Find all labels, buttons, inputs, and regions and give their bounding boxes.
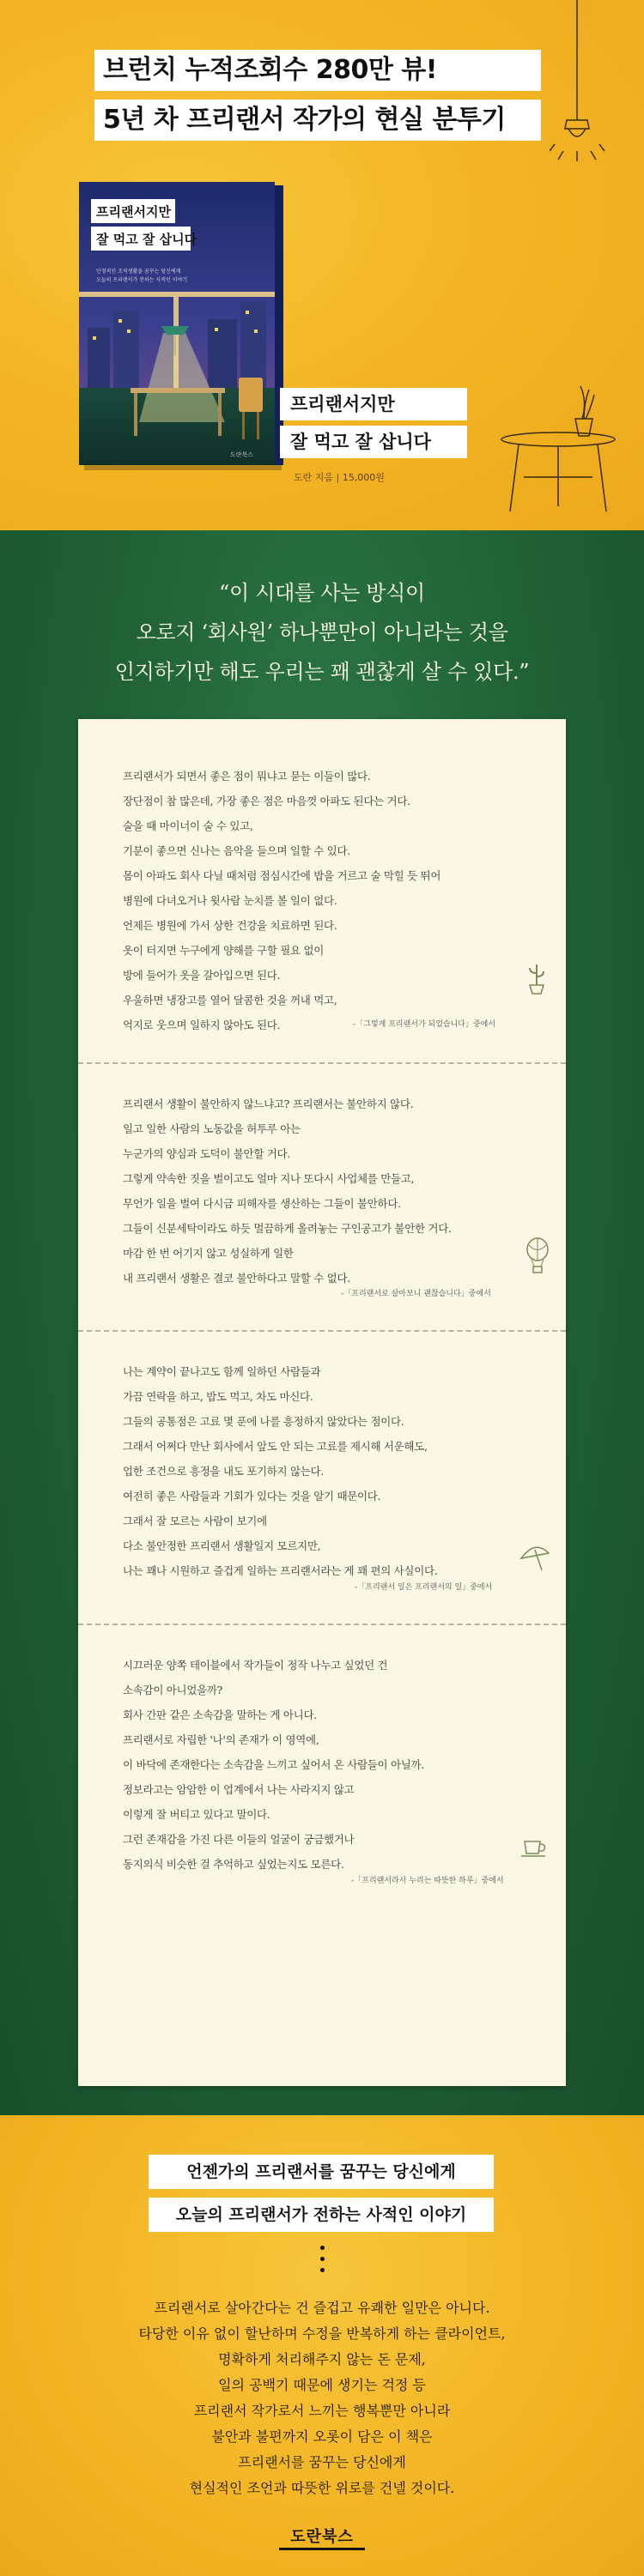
excerpt-3-source: -「프리랜서 일은 프리랜서의 일」중에서 (355, 1583, 493, 1592)
umbrella-icon (518, 1543, 552, 1572)
closing-line: 타당한 이유 없이 할난하며 수정을 반복하게 하는 클라이언트, (138, 2325, 506, 2342)
excerpt-line: 그들이 신분세탁이라도 하듯 멀끔하게 올려놓는 구인공고가 불안한 거다. (123, 1222, 452, 1235)
excerpt-line: 그래서 어쩌다 만난 회사에서 앞도 안 되는 고료를 제시해 서운해도, (123, 1440, 428, 1453)
book-cover-publisher: 도란북스 (230, 451, 254, 458)
headline-2: 5년 차 프리랜서 작가의 현실 분투기 (94, 100, 541, 141)
book-cover-title-2: 잘 먹고 잘 삽니다 (96, 232, 197, 247)
excerpt-line: 정보라고는 암암한 이 업계에서 나는 사라지지 않고 (123, 1783, 355, 1796)
excerpt-line: 일고 일한 사람의 노동값을 허투루 아는 (123, 1122, 301, 1135)
excerpt-line: 누군가의 양심과 도덕이 불안할 거다. (123, 1147, 290, 1160)
excerpt-1 (123, 764, 526, 1037)
excerpt-line: 술을 때 마이너이 술 수 있고, (123, 819, 253, 832)
author-price: 도란 지음 | 15,000원 (294, 472, 385, 483)
excerpt-line: 동지의식 비슷한 걸 추억하고 싶었는지도 모른다. (123, 1858, 344, 1871)
cactus-icon (525, 961, 549, 995)
excerpt-line: 무언가 일을 벌여 다시금 피해자를 생산하는 그들이 불안하다. (123, 1197, 401, 1210)
closing-line: 명확하게 처리해주지 않는 돈 문제, (218, 2351, 426, 2367)
book-cover-title-1: 프리랜서지만 (96, 204, 171, 220)
excerpt-4-source: -「프리랜서라서 누리는 따뜻한 하루」중에서 (351, 1877, 504, 1885)
excerpt-line: 그런 존재감을 가진 다른 이들의 얼굴이 궁금했거나 (123, 1833, 355, 1846)
quote-line-2: 오로지 ‘회사원’ 하나뿐만이 아니라는 것을 (136, 620, 508, 644)
excerpt-line: 기분이 좋으면 신나는 음악을 들으며 일할 수 있다. (123, 844, 350, 857)
closing-section (0, 2115, 644, 2576)
closing-body (0, 2295, 644, 2501)
closing-line: 프리랜서 작가로서 느끼는 행복뿐만 아니라 (193, 2403, 451, 2419)
excerpt-line: 그렇게 약속한 짓을 벌이고도 얼마 지나 또다시 사업체를 만들고, (123, 1172, 415, 1185)
excerpt-line: 방에 들어가 옷을 갈아입으면 된다. (123, 969, 281, 982)
excerpt-line: 마감 한 번 어기지 않고 성실하게 일한 (123, 1247, 294, 1260)
quote-line-3: 인지하기만 해도 우리는 꽤 괜찮게 살 수 있다.” (114, 660, 530, 684)
side-table-icon (498, 378, 618, 515)
excerpt-line: 우울하면 냉장고를 열어 달콤한 것을 꺼내 먹고, (123, 994, 337, 1007)
closing-line: 프리랜서로 살아간다는 건 즐겁고 유쾌한 일만은 아니다. (154, 2300, 490, 2316)
closing-line: 일의 공백기 때문에 생기는 걱정 등 (218, 2377, 426, 2393)
excerpt-line: 나는 꽤나 시원하고 즐겁게 일하는 프리랜서라는 게 꽤 편의 사실이다. (123, 1564, 438, 1577)
quote-line-1: “이 시대를 사는 방식이 (219, 581, 425, 605)
excerpt-line: 시끄러운 양쪽 테이블에서 작가들이 정작 나누고 싶었던 건 (123, 1659, 388, 1672)
excerpt-4 (123, 1653, 526, 1877)
excerpt-line: 가끔 연락을 하고, 밥도 먹고, 차도 마신다. (123, 1390, 313, 1403)
publisher-logo: 도란북스 (279, 2525, 365, 2550)
excerpt-section (0, 530, 644, 2115)
excerpt-line: 장단점이 참 많은데, 가장 좋은 점은 마음껏 아파도 된다는 거다. (123, 795, 410, 807)
excerpt-2-source: -「프리랜서로 살아보니 괜찮습니다」중에서 (341, 1290, 491, 1298)
closing-banner-2: 오늘의 프리랜서가 전하는 사적인 이야기 (149, 2198, 494, 2232)
excerpt-line: 내 프리랜서 생활은 결코 불안하다고 말할 수 없다. (123, 1272, 350, 1285)
hot-air-balloon-icon (525, 1237, 550, 1275)
excerpt-line: 그들의 공통점은 고료 몇 푼에 나를 흥정하지 않았다는 점이다. (123, 1415, 404, 1428)
excerpt-line: 이 바닥에 존재한다는 소속감을 느끼고 싶어서 온 사람들이 아닐까. (123, 1758, 424, 1771)
coffee-cup-icon (519, 1835, 549, 1859)
closing-banner-1: 언젠가의 프리랜서를 꿈꾸는 당신에게 (149, 2155, 494, 2189)
headline-1: 브런치 누적조회수 280만 뷰! (94, 50, 541, 91)
hero-section (0, 0, 644, 530)
closing-line: 현실적인 조언과 따뜻한 위로를 건넬 것이다. (189, 2480, 455, 2496)
excerpt-line: 회사 간판 같은 소속감을 말하는 게 아니다. (123, 1708, 317, 1721)
divider (78, 1330, 566, 1332)
book-cover-subtitle-1: 안정적인 조직생활을 꿈꾸는 당신에게 (96, 269, 181, 275)
excerpt-line: 억지로 웃으며 일하지 않아도 된다. (123, 1019, 281, 1031)
excerpt-line: 업한 조건으로 흥정을 내도 포기하지 않는다. (123, 1465, 324, 1478)
excerpt-line: 언제든 병원에 가서 상한 건강을 치료하면 된다. (123, 919, 337, 932)
excerpt-line: 나는 계약이 끝나고도 함께 일하던 사람들과 (123, 1365, 321, 1378)
excerpt-2 (123, 1091, 526, 1291)
excerpt-line: 프리랜서가 되면서 좋은 점이 뭐냐고 묻는 이들이 많다. (123, 770, 371, 783)
excerpt-line: 다소 불안정한 프리랜서 생활일지 모르지만, (123, 1539, 321, 1552)
excerpt-line: 여전히 좋은 사람들과 기회가 있다는 것을 알기 때문이다. (123, 1490, 381, 1503)
excerpt-line: 이렇게 잘 버티고 있다고 말이다. (123, 1808, 270, 1821)
ellipsis-dots (319, 2246, 325, 2272)
excerpt-card (78, 719, 566, 2086)
book-cover-image (79, 182, 287, 472)
book-cover-subtitle-2: 오늘의 프리랜서가 전하는 사적인 이야기 (96, 277, 188, 283)
excerpt-line: 옷이 터지면 누구에게 양해를 구할 필요 없이 (123, 944, 324, 957)
book-title-2: 잘 먹고 잘 삽니다 (280, 426, 467, 458)
book-title-1: 프리랜서지만 (280, 388, 467, 420)
excerpt-line: 소속감이 아니었을까? (123, 1684, 223, 1696)
excerpt-line: 그래서 잘 모르는 사람이 보기에 (123, 1515, 267, 1527)
excerpt-3 (123, 1359, 526, 1583)
divider (78, 1624, 566, 1625)
excerpt-1-source: -「그렇게 프리랜서가 되었습니다」중에서 (353, 1020, 496, 1029)
excerpt-line: 병원에 다녀오거나 윗사람 눈치를 볼 일이 없다. (123, 894, 337, 907)
closing-line: 프리랜서를 꿈꾸는 당신에게 (238, 2454, 406, 2470)
excerpt-line: 프리랜서 생활이 불안하지 않느냐고? 프리랜서는 불안하지 않다. (123, 1098, 414, 1110)
excerpt-line: 몸이 아파도 회사 다닐 때처럼 점심시간에 밥을 거르고 술 막힐 듯 뛰어 (123, 869, 441, 882)
divider (78, 1062, 566, 1064)
closing-line: 불안과 불편까지 오롯이 담은 이 책은 (211, 2428, 433, 2445)
main-quote (0, 573, 644, 692)
excerpt-line: 프리랜서로 자립한 '나'의 존재가 이 영역에, (123, 1733, 319, 1746)
hanging-lamp-icon (550, 0, 618, 197)
